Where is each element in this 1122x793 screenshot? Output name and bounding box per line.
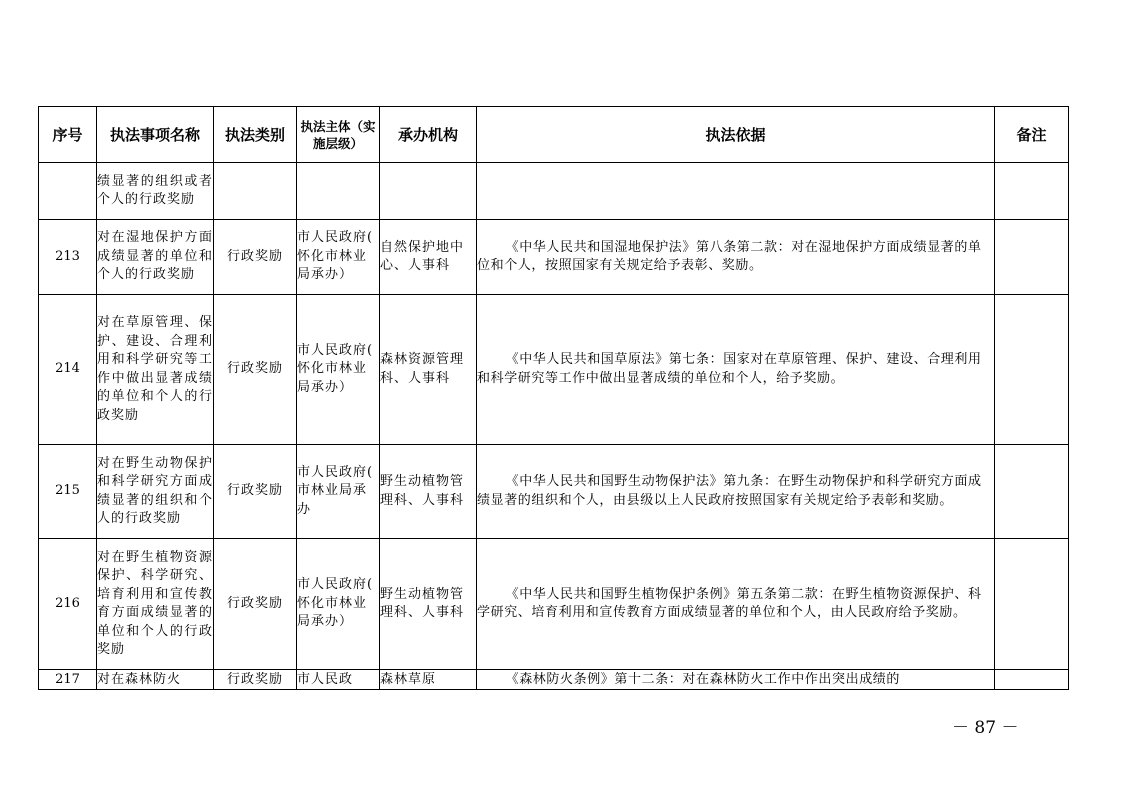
cell-subject: 市人民政府( 市林业局承办 [297,445,380,539]
table-row [39,163,1069,220]
cell-type: 行政奖励 [214,445,297,539]
cell-item-name: 对在湿地保护方面成绩显著的单位和个人的行政奖励 [97,220,214,295]
cell-type: 行政奖励 [214,295,297,445]
header-remark: 备注 [995,107,1069,163]
cell-item-name: 绩显著的组织或者个人的行政奖励 [97,163,214,220]
cell-subject [297,163,380,220]
cell-remark [995,445,1069,539]
cell-subject: 市人民政府( 怀化市林业局承办） [297,220,380,295]
cell-basis: 《中华人民共和国湿地保护法》第八条第二款：对在湿地保护方面成绩显著的单位和个人，按照国家有关规定给予表彰、奖励。 [477,220,995,295]
header-type: 执法类别 [214,107,297,163]
cell-no: 217 [39,670,97,690]
cell-subject: 市人民政府( 怀化市林业局承办） [297,539,380,670]
cell-basis: 《中华人民共和国草原法》第七条：国家对在草原管理、保护、建设、合理利用和科学研究等工作中做出显著成绩的单位和个人，给予奖励。 [477,295,995,445]
cell-remark [995,220,1069,295]
header-basis: 执法依据 [477,107,995,163]
cell-remark [995,539,1069,670]
cell-remark [995,163,1069,220]
header-no: 序号 [39,107,97,163]
table-row [39,445,1069,539]
table-row [39,295,1069,445]
cell-item-name: 对在野生植物资源保护、科学研究、培育利用和宣传教育方面成绩显著的单位和个人的行政奖励 [97,539,214,670]
cell-no [39,163,97,220]
cell-basis: 《中华人民共和国野生动物保护法》第九条：在野生动物保护和科学研究方面成绩显著的组织和个人，由县级以上人民政府按照国家有关规定给予表彰和奖励。 [477,445,995,539]
table-row [39,220,1069,295]
cell-no: 213 [39,220,97,295]
header-org: 承办机构 [380,107,477,163]
cell-basis [477,163,995,220]
cell-org: 自然保护地中心、人事科 [380,220,477,295]
cell-remark [995,295,1069,445]
cell-item-name: 对在草原管理、保护、建设、合理利用和科学研究等工作中做出显著成绩的单位和个人的行政奖励 [97,295,214,445]
cell-no: 215 [39,445,97,539]
cell-no: 216 [39,539,97,670]
cell-subject: 市人民政府( 怀化市林业局承办） [297,295,380,445]
cell-basis: 《中华人民共和国野生植物保护条例》第五条第二款：在野生植物资源保护、科学研究、培育利用和宣传教育方面成绩显著的单位和个人，由人民政府给予奖励。 [477,539,995,670]
table-row [39,539,1069,670]
cell-item-name: 对在野生动物保护和科学研究方面成绩显著的组织和个人的行政奖励 [97,445,214,539]
cell-remark [995,670,1069,690]
cell-org [380,163,477,220]
cell-item-name: 对在森林防火 [97,670,214,690]
page-number: － 87 － [952,718,1019,738]
header-item-name: 执法事项名称 [97,107,214,163]
table-header-row [39,107,1069,163]
cell-type: 行政奖励 [214,539,297,670]
cell-type: 行政奖励 [214,670,297,690]
cell-org: 森林资源管理科、人事科 [380,295,477,445]
cell-type: 行政奖励 [214,220,297,295]
cell-no: 214 [39,295,97,445]
cell-type [214,163,297,220]
law-enforcement-table [38,106,1069,690]
header-subject: 执法主体（实施层级） [297,107,380,163]
cell-org: 野生动植物管理科、人事科 [380,445,477,539]
cell-org: 野生动植物管理科、人事科 [380,539,477,670]
cell-basis: 《森林防火条例》第十二条：对在森林防火工作中作出突出成绩的 [477,670,995,690]
cell-org: 森林草原 [380,670,477,690]
table-row [39,670,1069,690]
cell-subject: 市人民政 [297,670,380,690]
